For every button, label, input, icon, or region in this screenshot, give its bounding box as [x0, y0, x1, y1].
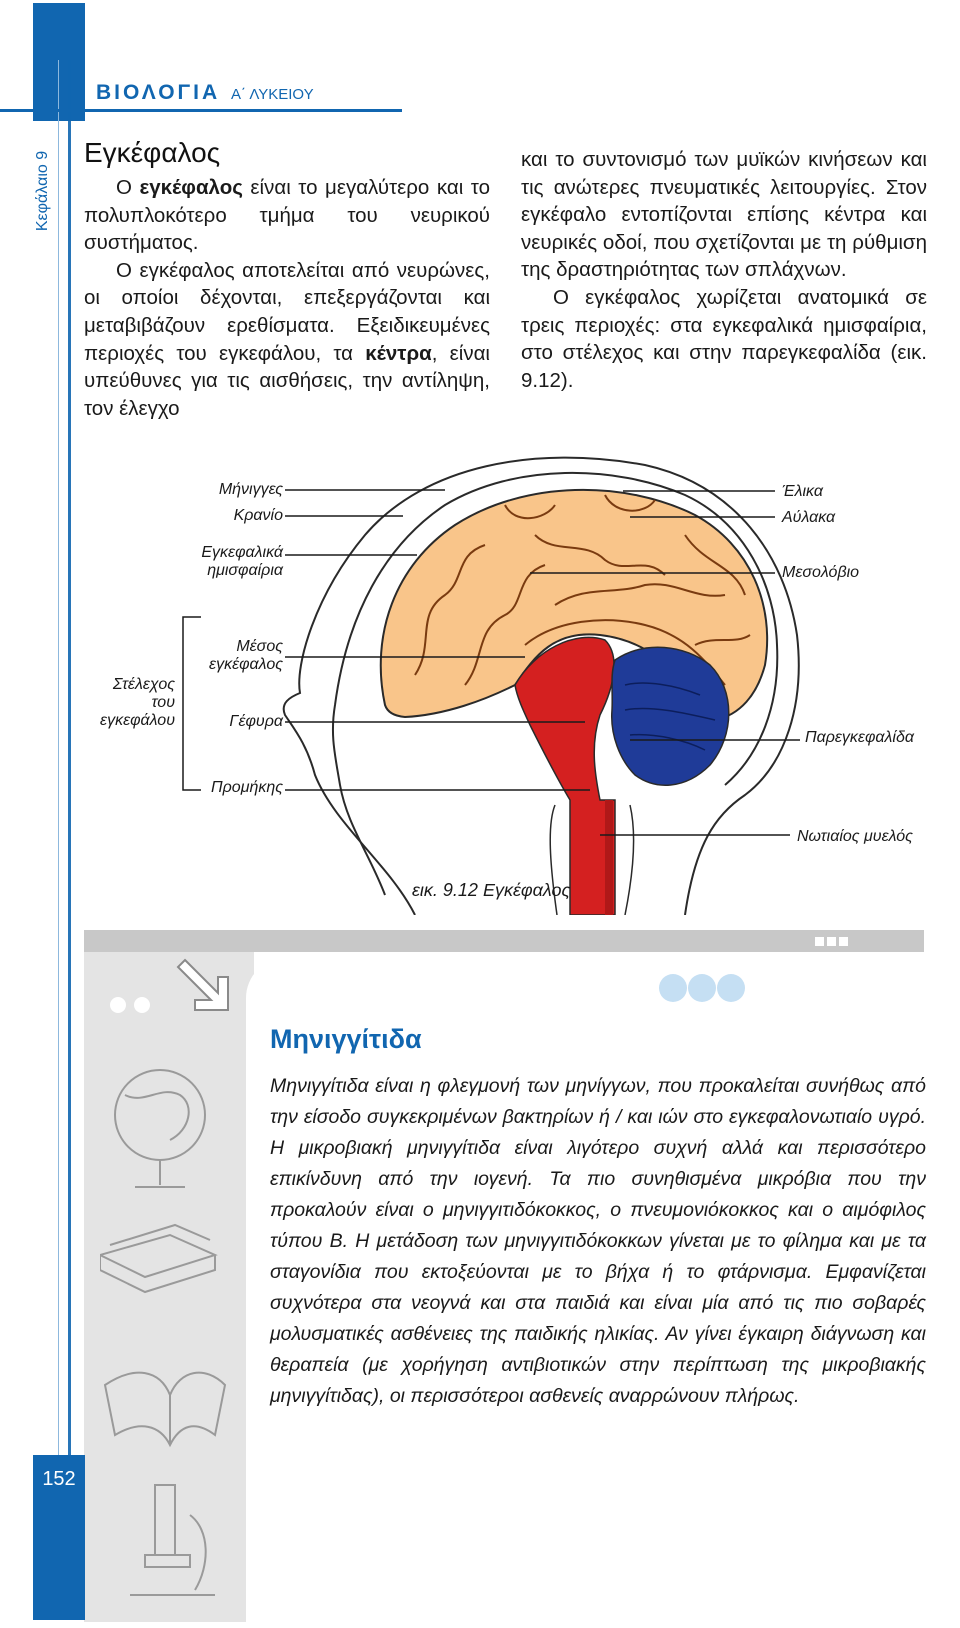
microscope-icon: [130, 1485, 215, 1595]
text-run: είναι το μεγαλύτερο και το πολυπλοκότερο τμήμα του νευρικού συστήματος.: [84, 176, 490, 255]
square-icon: [827, 937, 836, 946]
books-icon: [100, 1225, 215, 1292]
brain-figure: [85, 445, 935, 915]
paragraph: [84, 174, 490, 257]
label-cerebellum: Παρεγκεφαλίδα: [805, 729, 914, 746]
chapter-label: Κεφάλαιο 9: [34, 150, 51, 232]
label-midbrain: Μέσος εγκέφαλος: [209, 638, 283, 673]
label-gyrus: Έλικα: [782, 483, 823, 500]
left-column: [84, 174, 490, 422]
paragraph: [84, 257, 490, 423]
side-rule: [68, 60, 71, 1620]
label-skull: Κρανίο: [233, 507, 283, 524]
label-meninges: Μήνιγγες: [218, 481, 283, 498]
dot-icon: [659, 974, 687, 1002]
open-book-icon: [105, 1373, 225, 1445]
arrow-icon: [110, 960, 228, 1013]
figure-caption: εικ. 9.12 Εγκέφαλος: [412, 880, 571, 900]
side-rule-thin: [58, 60, 59, 1620]
square-icon: [815, 937, 824, 946]
section-title: Εγκέφαλος: [84, 137, 221, 168]
text-run: , είναι υπεύθυνες για τις αισθήσεις, την αντίληψη, τον έλεγχο: [84, 341, 490, 420]
label-brainstem: Στέλεχος του εγκεφάλου: [100, 676, 175, 729]
text-run: Ο εγκέφαλος αποτελείται από νευρώνες, οι οποίοι δέχονται, επεξεργάζονται και μεταβιβάζουν ερεθίσματα. Εξειδικευμένες περιοχές του εγκεφάλου, τα: [84, 258, 490, 365]
brainstem: [515, 637, 615, 915]
dot-icon: [717, 974, 745, 1002]
label-medulla: Προμήκης: [211, 779, 283, 796]
bold-term: εγκέφαλος: [139, 176, 243, 199]
label-sulcus: Αύλακα: [782, 509, 836, 526]
dot-icon: [688, 974, 716, 1002]
chapter-tab: [33, 3, 85, 121]
square-icon: [839, 937, 848, 946]
label-spinal-cord: Νωτιαίος μυελός: [797, 828, 913, 845]
label-hemispheres: Εγκεφαλικά ημισφαίρια: [201, 544, 283, 579]
bold-term: κέντρα: [365, 341, 432, 365]
paragraph: και το συντονισμό των μυϊκών κινήσεων και τις ανώτερες πνευματικές λειτουργίες. Στον εγκέφαλο εντοπίζονται επίσης κέντρα και νευρικές οδοί, που σχετίζονται με τη ρύθμιση της δραστηριότητας των σπλάχνων.: [521, 148, 927, 282]
label-corpus-callosum: Μεσολόβιο: [782, 564, 860, 581]
box-title: Μηνιγγίτιδα: [270, 1024, 422, 1054]
header-grade: Α΄ ΛΥΚΕΙΟΥ: [231, 86, 314, 103]
paragraph: Ο εγκέφαλος χωρίζεται ανατομικά σε τρεις περιοχές: στα εγκεφαλικά ημισφαίρια, στο στέλεχος και στην παρεγκεφαλίδα (εικ. 9.12).: [521, 285, 927, 392]
page-number: 152: [42, 1468, 76, 1490]
box-body-text: Μηνιγγίτιδα είναι η φλεγμονή των μηνίγγων, που προκαλείται συνήθως από την είσοδο συγκεκριμένων βακτηρίων ή / και ιών στο εγκεφαλονωτιαίο υγρό. Η μικροβιακή μηνιγγίτιδα είναι λιγότερο συχνή αλλά και περισσότερο επικίνδυνη από την ιογενή. Τα πιο συνηθισμένα μικρόβια που την προκαλούν είναι ο μηνιγγιτιδόκοκκος, ο πνευμονιόκοκκος και ο αιμόφιλος τύπου Β. Η μετάδοση των μηνιγγιτιδόκοκκων γίνεται με το φίλημα και με τα σταγονίδια που εκτοξεύονται με το βήχα ή το φτάρνισμα. Εμφανίζεται συχνότερα στα νεογνά και στα παιδιά και είναι μία από τις πιο σοβαρές μολυσματικές ασθένειες της παιδικής ηλικίας. Αν γίνει έγκαιρη διάγνωση και θεραπεία (με χορήγηση αντιβιοτικών στην περίπτωση της μικροβιακής μηνιγγίτιδας), οι περισσότεροι ασθενείς αναρρώνουν πλήρως.: [270, 1075, 926, 1407]
header-rule: [0, 109, 402, 112]
box-header-band: [84, 930, 924, 952]
globe-icon: [115, 1070, 205, 1187]
decor-icons: [100, 955, 240, 1615]
header-subject: ΒΙΟΛΟΓΙΑ: [96, 81, 221, 104]
label-pons: Γέφυρα: [229, 713, 283, 730]
cerebellum: [612, 647, 729, 785]
text-run: Ο: [116, 176, 140, 199]
right-column: [521, 146, 927, 394]
